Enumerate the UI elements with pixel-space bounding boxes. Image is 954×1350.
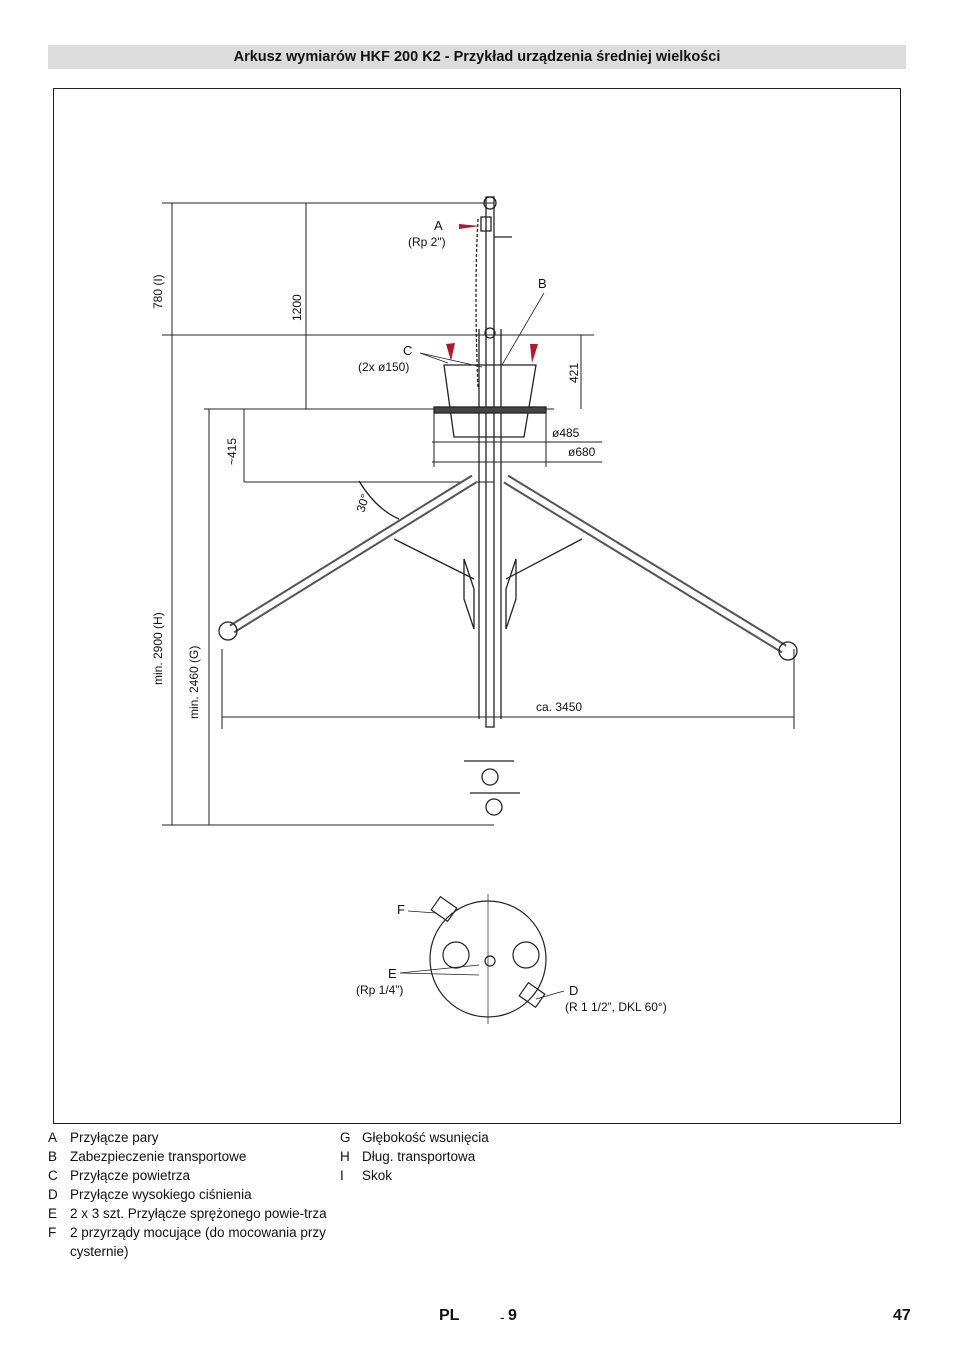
dim-680-label: ø680 (568, 445, 596, 459)
footer-separator: - (500, 1309, 505, 1325)
legend-key: I (340, 1168, 344, 1183)
legend-item (340, 1166, 600, 1185)
dim-2460-label: min. 2460 (G) (187, 645, 201, 719)
left-arm-inner (232, 479, 474, 629)
legend-text: Przyłącze pary (70, 1130, 159, 1145)
legend-text: Głębokość wsunięcia (362, 1130, 489, 1145)
dim-421-label: 421 (567, 362, 581, 383)
label-D-note: (R 1 1/2”, DKL 60°) (565, 1000, 667, 1014)
legend-key: G (340, 1130, 351, 1145)
label-C-note: (2x ø150) (358, 360, 410, 374)
legend-text: Skok (362, 1168, 393, 1183)
legend-text: 2 przyrządy mocujące (do mocowania przy cysternie) (70, 1225, 326, 1259)
head-cone (444, 365, 536, 437)
legend-text: 2 x 3 szt. Przyłącze sprężonego powie-trza (70, 1206, 327, 1221)
arrow-A (459, 224, 480, 229)
legend-item (48, 1223, 338, 1261)
page-title-text: Arkusz wymiarów HKF 200 K2 - Przykład urządzenia średniej wielkości (233, 49, 721, 65)
label-A: A (434, 218, 443, 233)
legend-item (48, 1147, 338, 1166)
leader-D (536, 991, 564, 999)
dim-3450-label: ca. 3450 (536, 700, 583, 714)
legend-item (340, 1128, 600, 1147)
legend-text: Przyłącze wysokiego ciśnienia (70, 1187, 252, 1202)
legend-text: Dług. transportowa (362, 1149, 476, 1164)
legend-text: Zabezpieczenie transportowe (70, 1149, 247, 1164)
plan-clamp-F (431, 897, 457, 922)
plan-centre (485, 956, 495, 966)
dim-angle-label: 30° (353, 492, 373, 514)
label-C: C (403, 343, 413, 358)
technical-drawing-svg (54, 89, 902, 1125)
legend-right (340, 1128, 600, 1185)
legend-key: D (48, 1187, 58, 1202)
footer-page-number: 9 (508, 1307, 517, 1324)
legend-item (340, 1147, 600, 1166)
dim-780-label: 780 (I) (151, 274, 165, 309)
legend-key: A (48, 1130, 58, 1145)
footer-language: PL (439, 1307, 460, 1324)
plan-port-left (443, 942, 469, 968)
legend-item (48, 1128, 338, 1147)
chain (476, 219, 478, 389)
legend-item (48, 1166, 338, 1185)
dim-415-label: ~415 (225, 437, 239, 465)
label-A-note: (Rp 2") (408, 235, 446, 249)
lower-bracket-right (506, 559, 516, 629)
right-strut (506, 539, 582, 579)
legend-key: H (340, 1149, 350, 1164)
dim-1200-label: 1200 (290, 294, 304, 321)
arrow-C-right (530, 344, 538, 363)
lower-nozzle-2 (486, 799, 502, 815)
legend-item (48, 1204, 338, 1223)
lower-bracket-left (464, 559, 474, 629)
label-E-note: (Rp 1/4”) (356, 983, 404, 997)
left-strut (394, 539, 474, 579)
dim-2900-label: min. 2900 (H) (151, 612, 165, 685)
flange (434, 407, 546, 413)
leader-E-2 (400, 973, 479, 975)
page-title (48, 45, 906, 69)
right-arm-inner (506, 479, 784, 649)
footer-total-page: 47 (893, 1307, 911, 1324)
leader-B (502, 293, 544, 365)
dimension-drawing (53, 88, 901, 1124)
legend-key: E (48, 1206, 58, 1221)
leader-F (408, 911, 436, 913)
label-D: D (569, 983, 579, 998)
legend-text: Przyłącze powietrza (70, 1168, 191, 1183)
plan-clamp-D (519, 983, 545, 1008)
lower-nozzle-1 (482, 769, 498, 785)
legend-left (48, 1128, 338, 1261)
label-E: E (388, 966, 397, 981)
legend-key: B (48, 1149, 58, 1164)
label-F: F (397, 902, 405, 917)
leader-E-1 (400, 965, 479, 973)
legend-key: F (48, 1225, 57, 1240)
legend-key: C (48, 1168, 58, 1183)
plan-port-right (513, 942, 539, 968)
label-B: B (538, 276, 547, 291)
arrow-C-left (446, 343, 455, 361)
dim-485-label: ø485 (552, 426, 580, 440)
legend-item (48, 1185, 338, 1204)
